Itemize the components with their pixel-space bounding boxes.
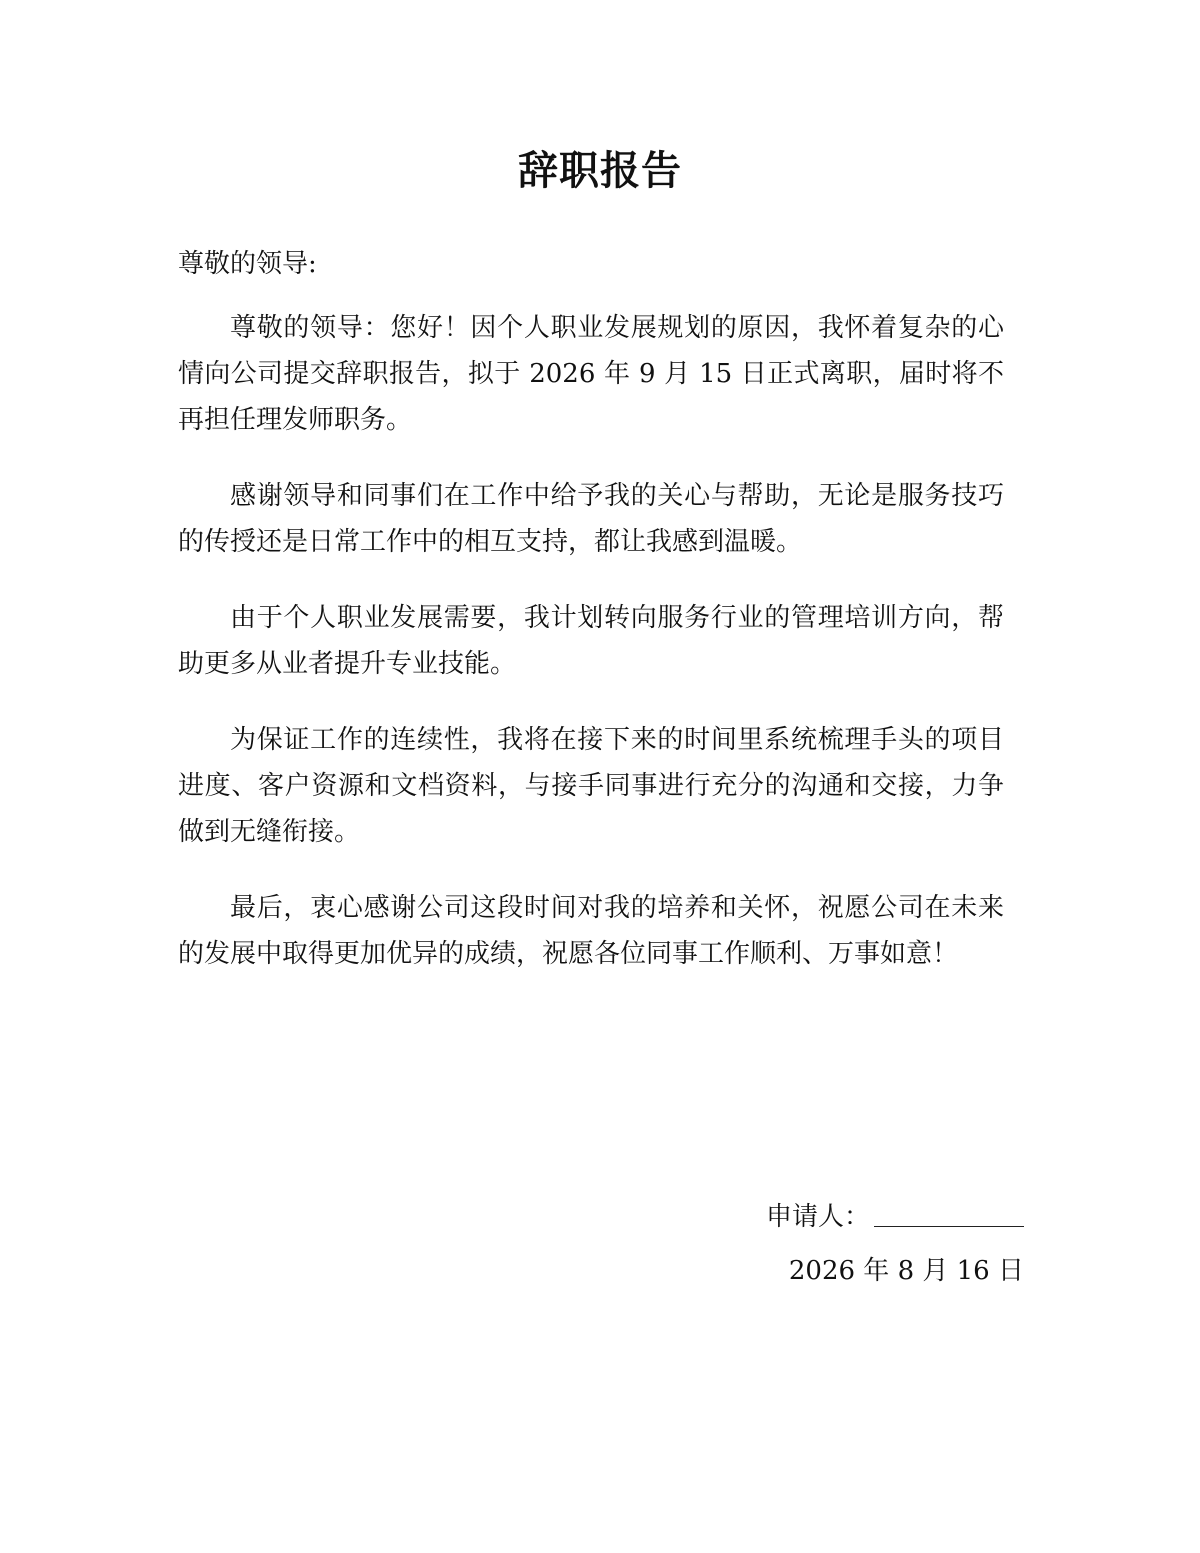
- salutation: 尊敬的领导:: [178, 249, 317, 279]
- letter-body: [178, 305, 1004, 1007]
- signature-date: 2026 年 8 月 16 日: [788, 1256, 1024, 1286]
- signature-blank-line: [874, 1200, 1024, 1227]
- applicant-label: 申请人：: [765, 1202, 870, 1232]
- paragraph-1: 尊敬的领导：您好！因个人职业发展规划的原因，我怀着复杂的心情向公司提交辞职报告，拟于 2026 年 9 月 15 日正式离职，届时将不再担任理发师职务。: [178, 313, 1004, 435]
- signature-block: [624, 1196, 1024, 1292]
- paragraph-2: 感谢领导和同事们在工作中给予我的关心与帮助，无论是服务技巧的传授还是日常工作中的相互支持，都让我感到温暖。: [178, 481, 1004, 557]
- paragraph-5: 最后，衷心感谢公司这段时间对我的培养和关怀，祝愿公司在未来的发展中取得更加优异的成绩，祝愿各位同事工作顺利、万事如意！: [178, 893, 1004, 969]
- applicant-line: [624, 1196, 1024, 1238]
- paragraph-4: 为保证工作的连续性，我将在接下来的时间里系统梳理手头的项目进度、客户资源和文档资料，与接手同事进行充分的沟通和交接，力争做到无缝衔接。: [178, 725, 1004, 847]
- document-title: 辞职报告: [518, 148, 682, 194]
- paragraph-3: 由于个人职业发展需要，我计划转向服务行业的管理培训方向，帮助更多从业者提升专业技能。: [178, 603, 1004, 679]
